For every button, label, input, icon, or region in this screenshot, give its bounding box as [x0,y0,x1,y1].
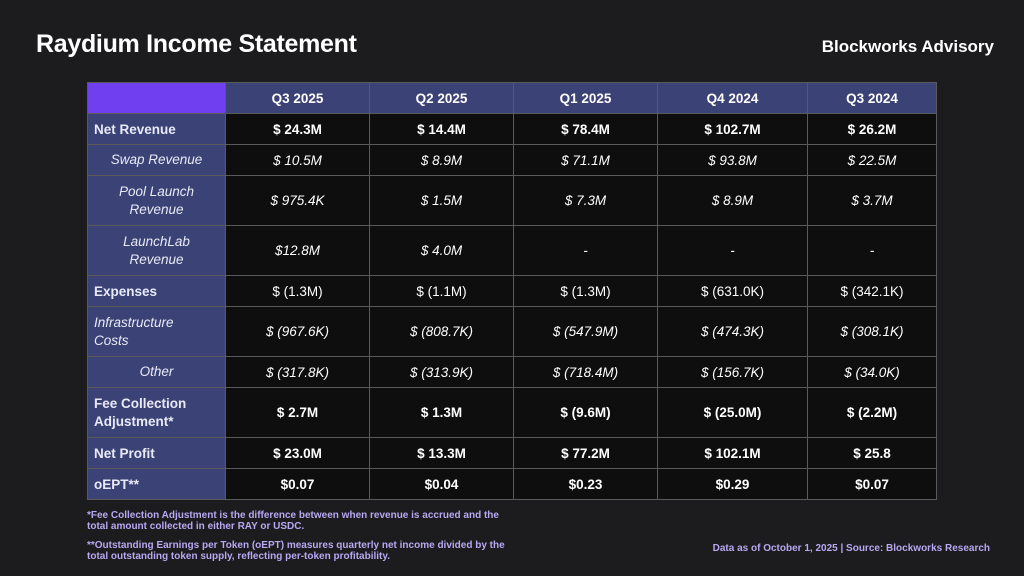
table-cell: $ (474.3K) [658,307,808,357]
row-label: Pool Launch Revenue [88,176,226,226]
table-row-net-revenue [88,114,937,145]
column-header: Q3 2025 [226,83,370,114]
column-header: Q3 2024 [808,83,937,114]
table-cell: $ (25.0M) [658,388,808,438]
table-cell: $ (967.6K) [226,307,370,357]
table-cell: $ (313.9K) [370,357,514,388]
table-cell: $ (2.2M) [808,388,937,438]
table-cell: $ 4.0M [370,226,514,276]
table-cell: $0.07 [226,469,370,500]
row-label: Other [88,357,226,388]
table-cell: $ 24.3M [226,114,370,145]
table-cell: $ (718.4M) [514,357,658,388]
table-cell: $ 25.8 [808,438,937,469]
table-cell: $ (808.7K) [370,307,514,357]
table-cell: $ 13.3M [370,438,514,469]
table-cell: $ 1.5M [370,176,514,226]
table-cell: $ 102.7M [658,114,808,145]
table-row-net-profit [88,438,937,469]
table-cell: $ 77.2M [514,438,658,469]
column-header: Q1 2025 [514,83,658,114]
table-cell: - [514,226,658,276]
row-label: Expenses [88,276,226,307]
table-cell: $ (308.1K) [808,307,937,357]
table-row-launchlab-revenue [88,226,937,276]
table-cell: $ 10.5M [226,145,370,176]
table-cell: $ 7.3M [514,176,658,226]
table-cell: $0.07 [808,469,937,500]
table-cell: $ 23.0M [226,438,370,469]
income-statement-table [87,82,937,500]
header-corner [88,83,226,114]
table-cell: $ 8.9M [370,145,514,176]
table-cell: $ 26.2M [808,114,937,145]
row-label: Net Profit [88,438,226,469]
table-cell: $ 14.4M [370,114,514,145]
source-note: Data as of October 1, 2025 | Source: Blockworks Research [712,543,990,554]
table-cell: $ 93.8M [658,145,808,176]
table-header-row [88,83,937,114]
table-cell: $ (34.0K) [808,357,937,388]
row-label: oEPT** [88,469,226,500]
table-cell: $0.23 [514,469,658,500]
table-row-other [88,357,937,388]
row-label: Net Revenue [88,114,226,145]
oept-footnote: **Outstanding Earnings per Token (oEPT) measures quarterly net income divided by the total outstanding token supply, reflecting per-token profitability. [87,540,505,562]
table-cell: $ 22.5M [808,145,937,176]
table-cell: $ (1.1M) [370,276,514,307]
column-header: Q2 2025 [370,83,514,114]
column-header: Q4 2024 [658,83,808,114]
table-cell: $ 975.4K [226,176,370,226]
table-cell: $ (1.3M) [226,276,370,307]
table-row-pool-launch-revenue [88,176,937,226]
table-cell: $ 102.1M [658,438,808,469]
table-cell: - [658,226,808,276]
table-cell: $ 8.9M [658,176,808,226]
table-row-swap-revenue [88,145,937,176]
table-cell: $ (1.3M) [514,276,658,307]
table-cell: $ (156.7K) [658,357,808,388]
row-label: Swap Revenue [88,145,226,176]
table-cell: $ (317.8K) [226,357,370,388]
table-cell: $ 2.7M [226,388,370,438]
table-cell: $ 1.3M [370,388,514,438]
table-cell: $0.04 [370,469,514,500]
table-cell: $0.29 [658,469,808,500]
table-cell: - [808,226,937,276]
brand-logo-text: Blockworks Advisory [821,37,994,56]
fee-adjustment-footnote: *Fee Collection Adjustment is the difference between when revenue is accrued and the total amount collected in either RAY or USDC. [87,510,499,532]
page-title: Raydium Income Statement [36,30,357,58]
table-cell: $ 71.1M [514,145,658,176]
row-label: LaunchLab Revenue [88,226,226,276]
row-label: Fee Collection Adjustment* [88,388,226,438]
table-row-oept [88,469,937,500]
table-cell: $ 3.7M [808,176,937,226]
table-cell: $ (631.0K) [658,276,808,307]
table-row-infrastructure-costs [88,307,937,357]
table-row-fee-collection-adjustment [88,388,937,438]
table-cell: $ (9.6M) [514,388,658,438]
table-cell: $ (547.9M) [514,307,658,357]
table-row-expenses [88,276,937,307]
row-label: Infrastructure Costs [88,307,226,357]
table-cell: $12.8M [226,226,370,276]
table-cell: $ 78.4M [514,114,658,145]
table-cell: $ (342.1K) [808,276,937,307]
